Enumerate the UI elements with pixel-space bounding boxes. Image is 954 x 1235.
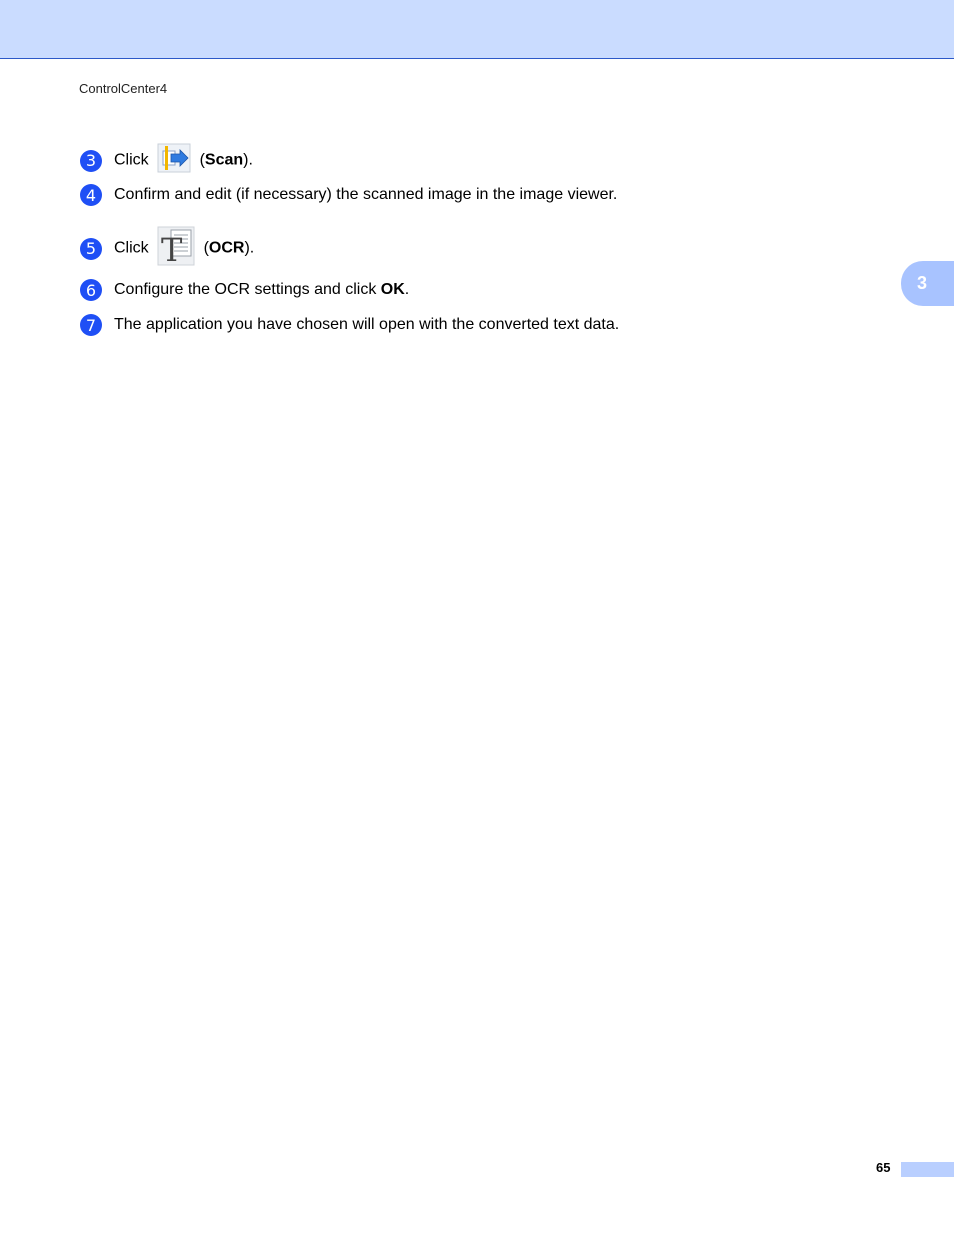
step-4: [80, 184, 617, 206]
step-bold-label: OK: [380, 281, 405, 298]
step-number: 7: [80, 314, 102, 336]
step-5: 5 Click T (OCR).: [80, 226, 254, 271]
running-header: ControlCenter4: [79, 81, 168, 96]
step-text: Confirm and edit (if necessary) the scanned image in the image viewer.: [114, 186, 618, 203]
chapter-tab: [901, 261, 954, 306]
step-7: [80, 314, 619, 336]
step-number: 6: [80, 279, 102, 301]
step-text: Click: [114, 151, 149, 169]
scan-icon: [157, 143, 191, 178]
step-number: 3: [80, 150, 102, 172]
page-number: 65: [876, 1160, 891, 1175]
ocr-icon: [157, 226, 195, 271]
step-number: 4: [80, 184, 102, 206]
svg-text:T: T: [161, 231, 183, 266]
header-band: [0, 0, 954, 59]
step-bold-label: OCR: [208, 239, 245, 257]
chapter-number: 3: [917, 273, 928, 293]
step-number: 5: [80, 238, 102, 260]
step-text: Click: [114, 239, 149, 257]
step-bold-label: Scan: [204, 151, 244, 169]
step-6: 6 Configure the OCR settings and click OK.: [80, 279, 409, 301]
step-3: 3 Click (Scan).: [80, 143, 253, 178]
step-text: The application you have chosen will open with the converted text data.: [114, 316, 620, 333]
step-text: Configure the OCR settings and click: [114, 281, 381, 298]
footer-bar: [901, 1162, 954, 1177]
